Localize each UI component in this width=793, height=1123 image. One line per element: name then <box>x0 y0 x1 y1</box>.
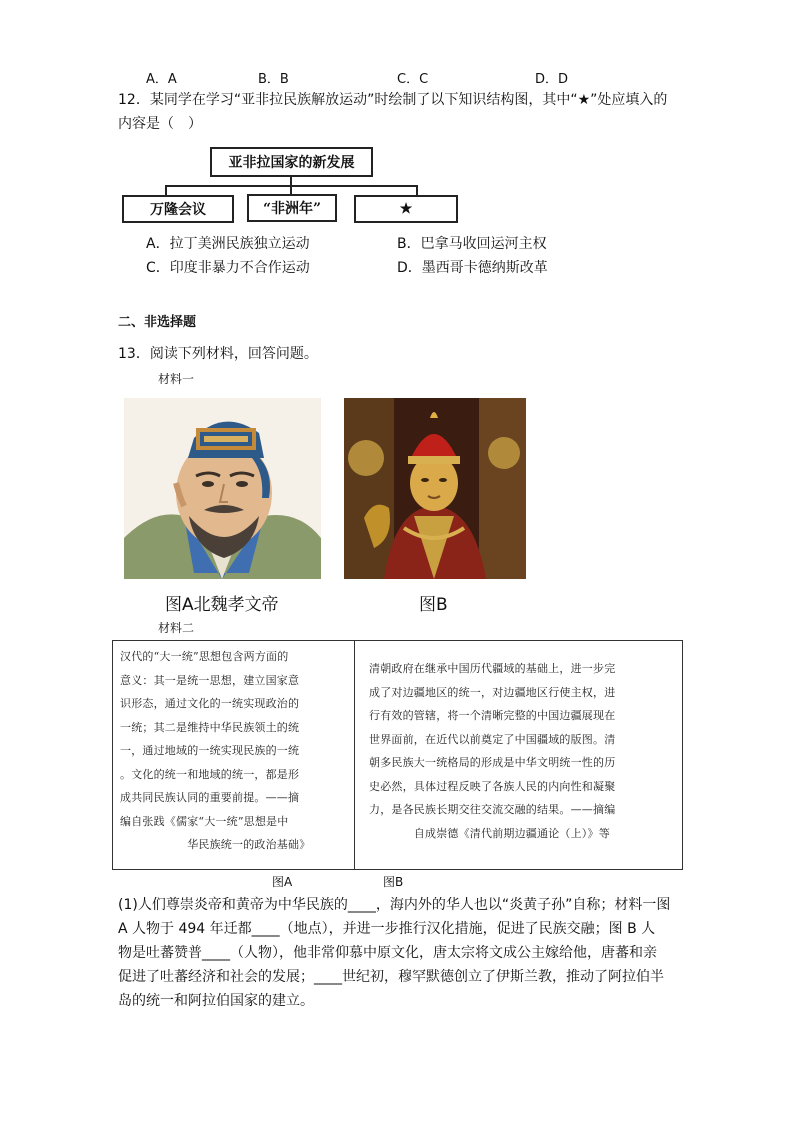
diagram-box-middle: “非洲年” <box>247 194 337 222</box>
diagram-top-box: 亚非拉国家的新发展 <box>210 147 373 177</box>
cell-a-line: 意义：其一是统一思想，建立国家意 <box>120 673 300 687</box>
table-cell-a <box>120 641 355 869</box>
q13-part1-line: 物是吐蕃赞普____（人物），他非常仰慕中原文化，唐太宗将文成公主嫁给他，唐蕃和亲 <box>118 945 657 961</box>
material-two-table <box>112 640 683 870</box>
cell-b-line: 史必然，具体过程反映了各族人民的内向性和凝聚 <box>369 779 616 793</box>
q11-option-a[interactable]: A．A <box>146 72 177 87</box>
q12-option-b[interactable]: B．巴拿马收回运河主权 <box>397 236 547 252</box>
q12-stem-line2: 内容是（ ） <box>118 116 202 132</box>
q12-option-c[interactable]: C．印度非暴力不合作运动 <box>146 260 310 276</box>
caption-figure-b: 图B <box>419 595 448 615</box>
table-cell-b <box>369 641 681 869</box>
q12-option-d[interactable]: D．墨西哥卡德纳斯改革 <box>397 260 548 276</box>
cell-a-line: 识形态，通过文化的一统实现政治的 <box>120 697 300 710</box>
portrait-xiaowen-image <box>124 398 321 579</box>
cell-b-line: 自成崇德《清代前期边疆通论（上）》等 <box>369 826 610 840</box>
cell-a-line: 编自张践《儒家“大一统”思想是中 <box>120 814 289 828</box>
cell-b-line: 行有效的管辖，将一个清晰完整的中国边疆展现在 <box>369 709 616 722</box>
q13-part1-line: (1)人们尊崇炎帝和黄帝为中华民族的____，海内外的华人也以“炎黄子孙”自称；材料一图 <box>118 897 671 913</box>
q13-intro: 13．阅读下列材料，回答问题。 <box>118 346 318 362</box>
q11-option-b[interactable]: B．B <box>258 72 289 87</box>
table-caption-a: 图A <box>272 875 293 889</box>
cell-a-line: 一统；其二是维持中华民族领土的统 <box>120 720 300 734</box>
material2-label: 材料二 <box>158 621 195 635</box>
q13-part1-line: 岛的统一和阿拉伯国家的建立。 <box>118 993 314 1009</box>
caption-figure-a: 图A北魏孝文帝 <box>165 595 279 615</box>
diagram-connector-left <box>165 185 167 195</box>
material1-label: 材料一 <box>158 372 195 386</box>
section-title: 二、非选择题 <box>118 315 197 330</box>
cell-a-line: 成共同民族认同的重要前提。——摘 <box>120 791 300 804</box>
q12-option-a[interactable]: A．拉丁美洲民族独立运动 <box>146 236 310 252</box>
songtsen-gampo-statue-image <box>344 398 526 579</box>
diagram-box-star: ★ <box>354 195 458 223</box>
diagram-box-left: 万隆会议 <box>122 195 234 223</box>
cell-b-line: 世界面前，在近代以前奠定了中国疆域的版图。清 <box>369 732 616 746</box>
cell-a-line: 汉代的“大一统”思想包含两方面的 <box>120 650 289 663</box>
diagram-connector-right <box>416 185 418 195</box>
table-divider <box>354 641 355 869</box>
cell-a-line: 。文化的统一和地域的统一，都是形 <box>120 767 300 781</box>
cell-b-line: 成了对边疆地区的统一，对边疆地区行使主权，进 <box>369 685 616 699</box>
cell-b-line: 清朝政府在继承中国历代疆域的基础上，进一步完 <box>369 662 616 675</box>
table-caption-b: 图B <box>383 875 404 889</box>
cell-b-line: 朝多民族大一统格局的形成是中华文明统一性的历 <box>369 756 616 769</box>
q11-option-d[interactable]: D．D <box>535 72 569 87</box>
q11-option-c[interactable]: C．C <box>397 72 429 87</box>
cell-a-line: 华民族统一的政治基础》 <box>120 838 311 851</box>
q13-part1-line: A 人物于 494 年迁都____（地点），并进一步推行汉化措施，促进了民族交融；图 B 人 <box>118 921 656 937</box>
cell-a-line: 一，通过地域的一统实现民族的一统 <box>120 744 300 757</box>
cell-b-line: 力，是各民族长期交往交流交融的结果。——摘编 <box>369 803 616 816</box>
q12-stem-line1: 12．某同学在学习“亚非拉民族解放运动”时绘制了以下知识结构图，其中“★”处应填入的 <box>118 92 668 108</box>
q13-part1-line: 促进了吐蕃经济和社会的发展；____世纪初，穆罕默德创立了伊斯兰教，推动了阿拉伯半 <box>118 969 664 985</box>
